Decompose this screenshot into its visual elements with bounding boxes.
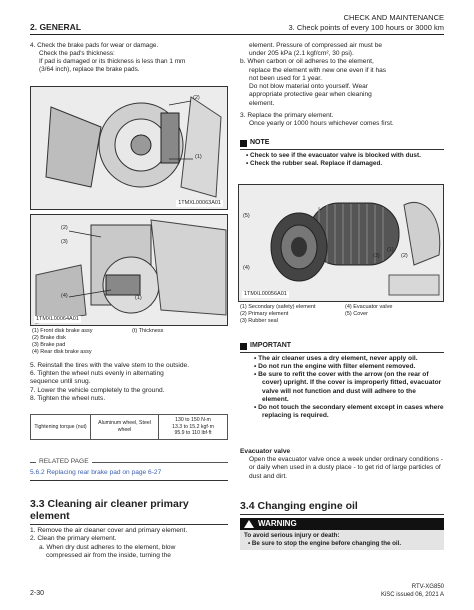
wheel-type: Aluminum wheel, Steel wheel: [91, 415, 159, 440]
callout-2: (2): [61, 225, 68, 231]
evacuator-valve: [240, 448, 444, 481]
callout-2: (2): [401, 253, 408, 259]
warning-title: WARNING: [258, 519, 297, 529]
callout-1: (1): [387, 247, 394, 253]
important-block: IMPORTANT • The air cleaner uses a dry element, never apply oil. • Do not run the engine with filter element removed. • Be sure to refit the cover with the arrow (on the rear of cover) upright. If the cover is improperly fitted, evacuator valve will not function and dust will adhere to the element. • Do not touch the secondary element except in cases where replacing is required.: [240, 342, 444, 421]
figure-code: 1TMXL00064A01: [36, 316, 79, 323]
brake-legend: (1) Front disk brake assy (t) Thickness (2) Brake disk (3) Brake pad (4) Rear disk brake assy: [32, 328, 164, 355]
callout-1: (1): [195, 154, 202, 160]
callout-4: (4): [61, 293, 68, 299]
torque-values: 130 to 150 N·m 13.3 to 15.2 kgf·m 95.9 to 110 lbf·ft: [159, 415, 228, 440]
right-column: element. Pressure of compressed air must be under 205 kPa (2.1 kgf/cm², 30 psi). b. When carbon or oil adheres to the element, replace the element with new one even if it has not been used for 1 year. Do not blow material onto yourself. Wear appropriate protective gear when cleaning element. 3. Replace the primary element. Once yearly or 1000 hours whichever comes first.: [240, 42, 394, 128]
note-title: NOTE: [250, 139, 270, 146]
callout-3: (3): [61, 239, 68, 245]
note-block: NOTE • Check to see if the evacuator valve is blocked with dust. • Check the rubber seal. Replace if damaged.: [240, 139, 444, 168]
figure-code: 1TMXL00056A01: [244, 291, 287, 298]
front-brake-illustration: [31, 87, 228, 210]
torque-table: [30, 414, 228, 440]
related-page: [30, 458, 228, 481]
air-cleaner-illustration: [239, 185, 444, 302]
warning-header: [240, 518, 444, 530]
callout-1b: (1): [135, 295, 142, 301]
section-3-3-title: 3.3 Cleaning air cleaner primary element: [30, 498, 189, 523]
section-3-4-title: 3.4 Changing engine oil: [240, 500, 358, 512]
warning-icon: [244, 520, 254, 528]
related-link[interactable]: 5.6.2 Replacing rear brake pad on page 6-27: [30, 469, 162, 477]
section-title: CHECK AND MAINTENANCE: [343, 13, 444, 22]
section-3-4: [240, 500, 444, 550]
air-cleaner-figure: [238, 184, 444, 302]
chapter-title: 2. GENERAL: [30, 22, 82, 32]
warning-body: To avoid serious injury or death: • Be sure to stop the engine before changing the oil.: [240, 530, 444, 550]
callout-2: (2): [193, 95, 200, 101]
air-cleaner-legend: (1) Secondary (safety) element (4) Evacuator valve (2) Primary element (5) Cover (3) Rubber seal: [240, 304, 393, 324]
footer-info: [381, 584, 444, 600]
note-icon: [240, 140, 247, 147]
page-header: [30, 13, 444, 35]
evacuator-title: Evacuator valve: [240, 448, 291, 455]
evacuator-text: Open the evacuator valve once a week under ordinary conditions - or daily when used in a dusty place - to get rid of large particles of dust and dirt.: [249, 456, 443, 480]
steps-5-8: 5. Reinstall the tires with the valve stem to the outside. 6. Tighten the wheel nuts evenly in alternating sequence until snug. 7. Lower the vehicle completely to the ground. 8. Tighten the wheel nuts.: [30, 362, 190, 402]
brake-figure-front: [30, 86, 228, 210]
callout-4: (4): [243, 265, 250, 271]
callout-3: (3): [373, 253, 380, 259]
subsection-title: 3. Check points of every 100 hours or 3000 km: [288, 23, 444, 32]
step-4: 4. Check the brake pads for wear or damage. Check the pad's thickness: If pad is damaged or its thickness is less than 1 mm (3/64 inch), replace the brake pads.: [30, 42, 186, 73]
brake-figure-rear: [30, 214, 228, 326]
section-3-3: 3.3 Cleaning air cleaner primary element 1. Remove the air cleaner cover and primary element. 2. Clean the primary element. a. When dry dust adheres to the element, blow compressed air from the inside, turning the: [30, 498, 228, 560]
page-number: 2-30: [30, 590, 45, 597]
callout-5: (5): [243, 213, 250, 219]
important-title: IMPORTANT: [250, 342, 292, 349]
left-column: [30, 42, 228, 75]
issue-info: KiSC issued 06, 2021 A: [380, 591, 444, 598]
model-name: RTV-XG850: [411, 584, 444, 590]
torque-label: Tightening torque (nut): [31, 415, 91, 440]
figure-code: 1TMXL00063A01: [178, 200, 221, 207]
important-icon: [240, 343, 247, 350]
related-title: RELATED PAGE: [39, 458, 89, 465]
